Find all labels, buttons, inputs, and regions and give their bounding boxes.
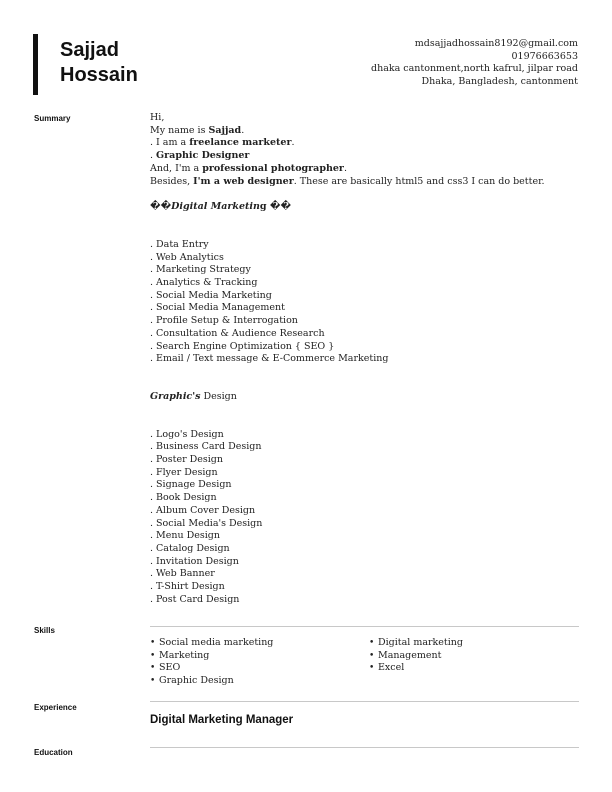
skill-item: • Marketing bbox=[159, 650, 369, 663]
list-item: . Signage Design bbox=[150, 479, 232, 491]
skill-item: • Graphic Design bbox=[159, 675, 369, 688]
last-name: Hossain bbox=[60, 64, 138, 86]
graphic-design-list bbox=[150, 429, 580, 607]
graphic-design-heading: Graphic's Design bbox=[150, 390, 237, 402]
skills-column-1 bbox=[150, 637, 369, 688]
list-item: . Logo's Design bbox=[150, 428, 224, 440]
list-item: . Analytics & Tracking bbox=[150, 277, 258, 289]
skill-item: • Management bbox=[378, 650, 463, 663]
list-item: . Catalog Design bbox=[150, 542, 230, 554]
email[interactable]: mdsajjadhossain8192@gmail.com bbox=[414, 38, 578, 49]
intro-line: My name is Sajjad. bbox=[150, 124, 245, 136]
divider bbox=[150, 747, 579, 748]
list-item: . Search Engine Optimization { SEO } bbox=[150, 340, 335, 352]
list-item: . Menu Design bbox=[150, 530, 220, 542]
list-item: . Flyer Design bbox=[150, 466, 218, 478]
summary-body bbox=[150, 112, 580, 607]
digital-marketing-heading: ��Digital Marketing �� bbox=[150, 201, 292, 213]
section-label-experience: Experience bbox=[34, 703, 77, 712]
list-item: . T-Shirt Design bbox=[150, 581, 225, 593]
address-line-2: Dhaka, Bangladesh, cantonment bbox=[421, 75, 578, 87]
list-item: . Email / Text message & E-Commerce Marketing bbox=[150, 353, 389, 365]
list-item: . Album Cover Design bbox=[150, 504, 256, 516]
list-item: . Invitation Design bbox=[150, 555, 239, 567]
section-label-skills: Skills bbox=[34, 626, 55, 635]
list-item: . Data Entry bbox=[150, 238, 209, 250]
designer-line: . Graphic Designer bbox=[150, 150, 250, 162]
list-item: . Profile Setup & Interrogation bbox=[150, 315, 298, 327]
skill-item: • SEO bbox=[159, 662, 369, 675]
skill-item: • Social media marketing bbox=[159, 637, 369, 650]
list-item: . Post Card Design bbox=[150, 593, 240, 605]
contact-info bbox=[371, 38, 578, 88]
phone: 01976663653 bbox=[511, 50, 578, 62]
list-item: . Social Media's Design bbox=[150, 517, 263, 529]
list-item: . Poster Design bbox=[150, 454, 223, 466]
skills-list bbox=[150, 637, 580, 688]
candidate-name bbox=[60, 38, 138, 88]
skills-column-2 bbox=[369, 637, 463, 688]
list-item: . Social Media Marketing bbox=[150, 289, 272, 301]
photographer-line: And, I'm a professional photographer. bbox=[150, 162, 347, 174]
list-item: . Web Analytics bbox=[150, 251, 224, 263]
skill-item: • Digital marketing bbox=[378, 637, 463, 650]
accent-bar bbox=[33, 34, 38, 95]
list-item: . Business Card Design bbox=[150, 441, 262, 453]
list-item: . Social Media Management bbox=[150, 302, 285, 314]
section-label-summary: Summary bbox=[34, 114, 71, 123]
list-item: . Marketing Strategy bbox=[150, 264, 251, 276]
list-item: . Book Design bbox=[150, 492, 217, 504]
address-line-1: dhaka cantonment,north kafrul, jilpar road bbox=[371, 63, 578, 75]
freelance-line: . I am a freelance marketer. bbox=[150, 137, 295, 149]
first-name: Sajjad bbox=[60, 39, 119, 61]
digital-marketing-list bbox=[150, 239, 580, 366]
section-label-education: Education bbox=[34, 748, 73, 757]
list-item: . Web Banner bbox=[150, 568, 215, 580]
web-designer-line: Besides, I'm a web designer. These are basically html5 and css3 I can do better. bbox=[150, 175, 545, 187]
skill-item: • Excel bbox=[378, 662, 463, 675]
list-item: . Consultation & Audience Research bbox=[150, 327, 325, 339]
divider bbox=[150, 701, 579, 702]
greeting: Hi, bbox=[150, 112, 165, 123]
divider bbox=[150, 626, 579, 627]
job-title: Digital Marketing Manager bbox=[150, 714, 294, 726]
